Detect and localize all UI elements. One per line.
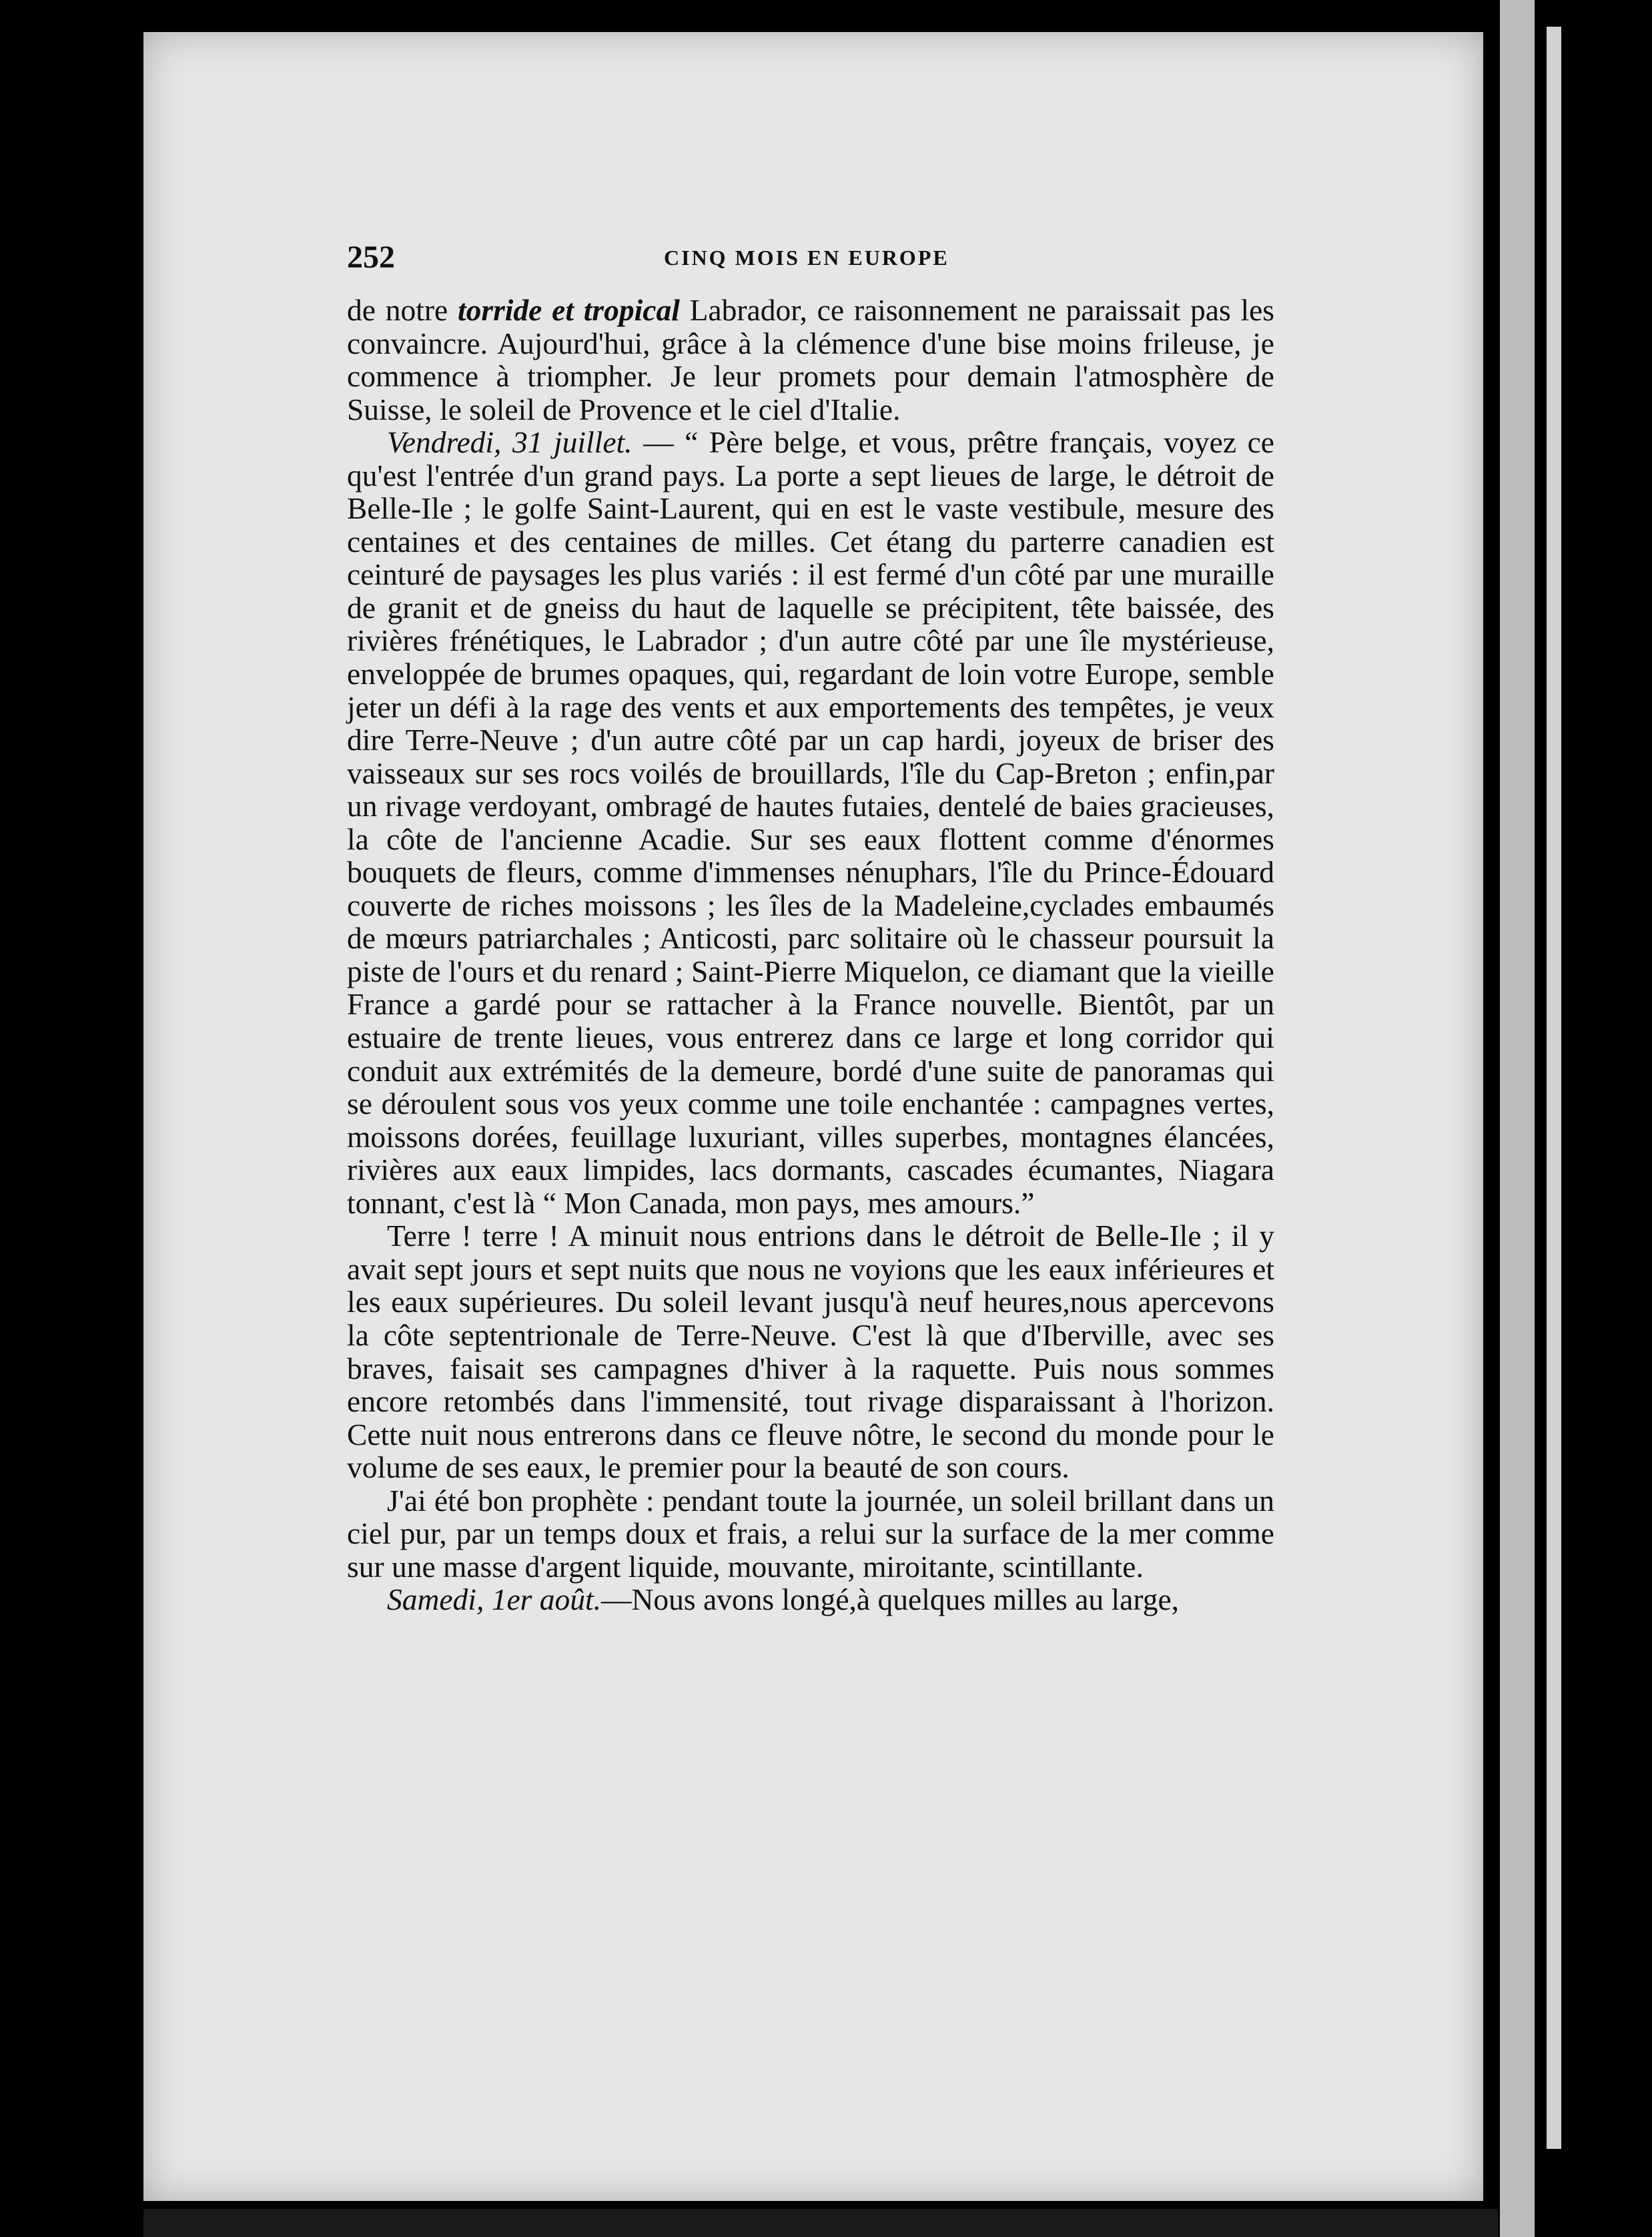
paragraph-vendredi: [347, 426, 1274, 1219]
paragraph-samedi: [347, 1583, 1274, 1616]
paragraph-text: —Nous avons longé,à quelques milles au large,: [601, 1582, 1180, 1617]
paragraph-prophete: [347, 1484, 1274, 1584]
paragraph-text: Labrador, ce raisonnement ne paraissait pas les convaincre. Aujourd'hui, grâce à la clémence d'une bise moins frileuse, je commence à triompher. Je leur promets pour demain l'atmosphère de Suisse, le soleil de Provence et le ciel d'Italie.: [347, 293, 1275, 426]
page-body: [347, 294, 1274, 1616]
diary-date: Vendredi, 31 juillet.: [387, 425, 633, 460]
paragraph-text: J'ai été bon prophète : pendant toute la journée, un soleil brillant dans un ciel pur, par un temps doux et frais, a relui sur la surface de la mer comme sur une masse d'argent liquide, mouvante, miroitante, scintillante.: [347, 1483, 1274, 1584]
diary-date: Samedi, 1er août.: [387, 1582, 601, 1617]
emphasized-text: torride et tropical: [457, 293, 680, 327]
page-number: 252: [347, 240, 395, 275]
paragraph-continuation: [347, 294, 1274, 426]
page-header: [347, 239, 1274, 279]
paragraph-text: Terre ! terre ! A minuit nous entrions dans le détroit de Belle-Ile ; il y avait sept jours et sept nuits que nous ne voyions que les eaux inférieures et les eaux supérieures. Du soleil levant jusqu'à neuf heures,nous apercevons la côte septentrionale de Terre-Neuve. C'est là que d'Iberville, avec ses braves, faisait ses campagnes d'hiver à la raquette. Puis nous sommes encore retombés dans l'immensité, tout rivage disparaissant à l'horizon. Cette nuit nous entrerons dans ce fleuve nôtre, le second du monde pour le volume de ses eaux, le premier pour la beauté de son cours.: [347, 1219, 1274, 1485]
adjacent-page-edge-inner: [1547, 27, 1561, 2149]
paragraph-terre: [347, 1219, 1274, 1484]
running-title: CINQ MOIS EN EUROPE: [664, 246, 949, 270]
adjacent-page-edge: [1500, 0, 1535, 2237]
paragraph-text: — “ Père belge, et vous, prêtre français, voyez ce qu'est l'entrée d'un grand pays. La porte a sept lieues de large, le détroit de Belle-Ile ; le golfe Saint-Laurent, qui en est le vaste vestibule, mesure des centaines et des centaines de milles. Cet étang du parterre canadien est ceinturé de paysages les plus variés : il est fermé d'un côté par une muraille de granit et de gneiss du haut de laquelle se précipitent, tête baissée, des rivières frénétiques, le Labrador ; d'un autre côté par une île mystérieuse, enveloppée de brumes opaques, qui, regardant de loin votre Europe, semble jeter un défi à la rage des vents et aux emportements des tempêtes, je veux dire Terre-Neuve ; d'un autre côté par un cap hardi, joyeux de briser des vaisseaux sur ses rocs voilés de brouillards, l'île du Cap-Breton ; enfin,par un rivage verdoyant, ombragé de hautes futaies, dentelé de baies gracieuses, la côte de l'ancienne Acadie. Sur ses eaux flottent comme d'énormes bouquets de fleurs, comme d'immenses nénuphars, l'île du Prince-Édouard couverte de riches moissons ; les îles de la Madeleine,cyclades embaumés de mœurs patriarchales ; Anticosti, parc solitaire où le chasseur poursuit la piste de l'ours et du renard ; Saint-Pierre Miquelon, ce diamant que la vieille France a gardé pour se rattacher à la France nouvelle. Bientôt, par un estuaire de trente lieues, vous entrerez dans ce large et long corridor qui conduit aux extrémités de la demeure, bordé d'une suite de panoramas qui se déroulent sous vos yeux comme une toile enchantée : campagnes vertes, moissons dorées, feuillage luxuriant, villes superbes, montagnes élancées, rivières aux eaux limpides, lacs dormants, cascades écumantes, Niagara tonnant, c'est là “ Mon Canada, mon pays, mes amours.”: [347, 425, 1274, 1220]
scan-bottom-border: [143, 2209, 1498, 2237]
paragraph-text: de notre: [347, 293, 458, 327]
